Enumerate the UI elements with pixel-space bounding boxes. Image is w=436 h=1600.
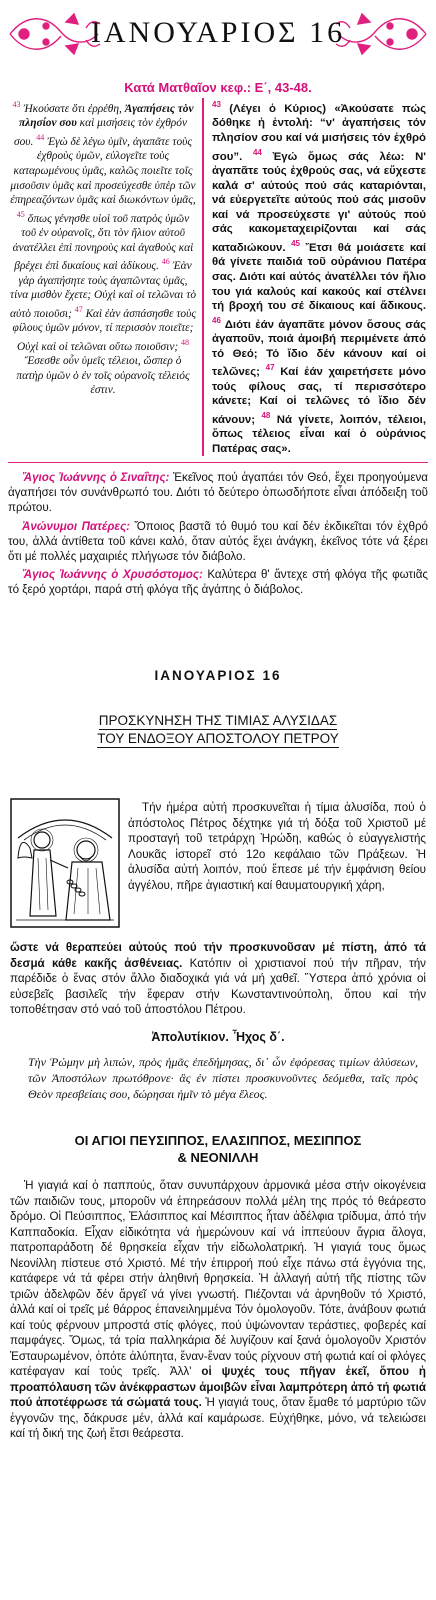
fathers-commentary (8, 470, 428, 601)
father-name: Ἅγιος Ἰωάννης ὁ Χρυσόστομος: (22, 568, 203, 582)
verse-text: ὅπως γένησθε υἱοὶ τοῦ πατρὸς ὑμῶν τοῦ ἐν οὐρανοῖς, ὅτι τὸν ἥλιον αὐτοῦ ἀνατέλλει ἐπὶ πονηροὺς καὶ ἀγαθοὺς καὶ βρέχει ἐπὶ δικαίους καὶ ἀδίκους. (12, 212, 194, 273)
column-divider (202, 98, 204, 456)
verse-text: Ἔσεσθε οὖν ὑμεῖς τέλειοι, ὥσπερ ὁ πατὴρ ὑμῶν ὁ ἐν τοῖς οὐρανοῖς τέλειός ἐστιν. (16, 355, 190, 397)
modern-paragraph (212, 98, 426, 456)
father-name: Ἅγιος Ἰωάννης ὁ Σιναΐτης: (22, 471, 170, 484)
verse-number: 46 (161, 257, 170, 267)
saints-title-line: ΟΙ ΑΓΙΟΙ ΠΕΥΣΙΠΠΟΣ, ΕΛΑΣΙΠΠΟΣ, ΜΕΣΙΠΠΟΣ (74, 1133, 362, 1148)
commentary-item (8, 519, 428, 565)
saints-text-bold: οἱ ψυχές τους πῆγαν ἐκεῖ, ὅπου ἡ προαπόλαυση τῶν ἀνέκφραστων ἀμοιβῶν εἶναι λαμπρότερη ἀπό τή φωτιά πού ἀποτέφρωσε τά σώματά τους. (10, 1365, 426, 1409)
commentary-text: Ὅποιος βαστᾶ τό θυμό του καί δέν ἐκδικεῖται τόν ἐχθρό του, ἀλλά ἀντίθετα τοῦ κάνει καλό, ὅταν αὐτός ἔχει ἀνάγκη, ἐκεῖνος τότε νά ξέρει ὅτι μέ πολλές μαχαιριές πλήγωσε τόν διάβολο. (8, 519, 428, 564)
verse-text: Νά γίνετε, λοιπόν, τέλειοι, ὅπως τέλειος εἶναι καί ὁ οὐράνιος Πατέρας σας». (212, 413, 426, 455)
greek-text-column (10, 98, 196, 398)
hymn-text: Τὴν Ῥώμην μὴ λιπών, πρὸς ἡμᾶς ἐπεδήμησας, δι᾽ ὧν ἐφόρεσας τιμίων ἁλύσεων, τῶν Ἀποστόλων πρωτόθρονε· ἃς ἐν πίστει προσκυνοῦντες δεόμεθα, ταῖς πρὸς Θεὸν πρεσβείαις σου, δώρησαι ἡμῖν τὸ μέγα ἔλεος. (28, 1055, 418, 1102)
verse-number: 44 (36, 132, 45, 142)
divider (8, 462, 428, 463)
saints-title-line: & ΝΕΟΝΙΛΛΗ (177, 1150, 259, 1165)
verse-number: 48 (261, 410, 271, 420)
verse-text: Καί ἐάν χαιρετήσετε μόνο τούς φίλους σας, τί περισσότερο κάνετε; Καί οἱ τελῶνες τό ἴδιο δέν κάνουν; (212, 366, 426, 426)
feast-title-line: ΠΡΟΣΚΥΝΗΣΗ ΤΗΣ ΤΙΜΙΑΣ ΑΛΥΣΙΔΑΣ (98, 713, 338, 728)
verse-number: 48 (181, 337, 190, 347)
verse-text: Ἠκούσατε ὅτι ἐρρέθη, (23, 102, 122, 115)
verse-text: Καὶ ἐὰν ἀσπάσησθε τοὺς φίλους ὑμῶν μόνον, τί περισσὸν ποιεῖτε; Οὐχὶ καὶ οἱ τελῶναι οὕτω ποιοῦσιν; (12, 307, 196, 353)
verse-text: Ἔτσι θά μοιάσετε καί θά γίνετε παιδιά τοῦ οὐράνιου Πατέρα σας. Διότι καί αὐτός ἀνατέλλει τόν ἥλιο του γιά καλούς καί κακούς καί στέλνει τή βροχή του σέ δίκαιους καί ἄδικους. (212, 241, 427, 313)
verse-number: 45 (291, 238, 300, 248)
feast-title (0, 712, 436, 748)
verse-text: Ἐὰν γὰρ ἀγαπήσητε τοὺς ἀγαπῶντας ὑμᾶς, τίνα μισθὸν ἔχετε; Οὐχὶ καὶ οἱ τελῶναι τὸ αὐτὸ ποιοῦσι; (10, 260, 197, 320)
verse-number: 43 (212, 100, 221, 109)
feast-paragraph (10, 940, 426, 1018)
verse-number: 45 (16, 209, 25, 219)
feast-title-line: ΤΟΥ ΕΝΔΟΞΟΥ ΑΠΟΣΤΟΛΟΥ ΠΕΤΡΟΥ (97, 731, 339, 746)
father-name: Ἀνώνυμοι Πατέρες: (22, 519, 130, 533)
date-heading: ΙΑΝΟΥΑΡΙΟΣ 16 (154, 668, 282, 683)
reading-reference: Κατά Ματθαῖον κεφ.: Ε΄, 43-48. (124, 80, 312, 95)
apolytikion-text (28, 1054, 418, 1103)
commentary-text: Καλύτερα θ' ἄντεχε στή φλόγα τῆς φωτιᾶς τό ξερό χορτάρι, παρά στή φλόγα τῆς ἀγάπης ὁ διάβολος. (8, 568, 428, 597)
greek-paragraph (10, 98, 196, 398)
saints-title (0, 1132, 436, 1166)
page-header (6, 4, 430, 74)
verse-text: καὶ μισήσεις τὸν ἐχθρόν σου. (13, 117, 188, 148)
saints-paragraph (10, 1178, 426, 1442)
saints-body (10, 1178, 426, 1442)
verse-text: Διότι ἐάν ἀγαπᾶτε μόνον ὅσους σάς ἀγαποῦν, ποιά ἀμοιβή περιμένετε ἀπό τό Θεό; Τό ἴδιο δέν κάνουν καί οἱ τελῶνες; (212, 318, 426, 379)
feast-text: Κατόπιν οἱ χριστιανοί πού τήν πῆραν, τήν παρέδιδε ὁ ἕνας στόν ἄλλο διαδοχικά γιά νά μή χαθεῖ. Ὕστερα ἀπό χρόνια οἱ εὐσεβεῖς βασιλεῖς τήν ἔφεραν στήν Κωνσταντινούπολη, ὅπου καί τήν τοποθέτησαν στό ναό τοῦ ἀποστόλου Πέτρου. (10, 956, 426, 1016)
commentary-item (8, 470, 428, 516)
modern-text-column (212, 98, 426, 456)
verse-text-bold: Ἀγαπήσεις τὸν πλησίον σου (18, 102, 194, 130)
commentary-text: Ἐκεῖνος πού ἀγαπάει τόν Θεό, ἔχει προηγούμενα ἀγαπήσει τόν συνάνθρωπό του. Διότι τό δεύτερο ὁπωσδήποτε εἶναι ἀπόδειξη τοῦ πρώτου. (8, 471, 428, 515)
feast-text: Τήν ἡμέρα αὐτή προσκυνεῖται ἡ τίμια ἁλυσίδα, πού ὁ ἀπόστολος Πέτρος δέχτηκε γιά τή δόξα τοῦ Χριστοῦ μέ προσταγή τοῦ τετράρχη Ἡρώδη, καθώς ὁ εὐαγγελιστής Λουκᾶς ἱστορεῖ στό 12ο κεφάλαιο τῶν Πράξεων. Ἡ ἁλυσίδα αὐτή λοιπόν, πού ἔπεσε μέ τήν ἐμφάνιση θείου ἀγγέλου, πῆρε ἁγιαστική καί θαυματουργική χάρη, (128, 801, 426, 892)
verse-text: Ἐγὼ δὲ λέγω ὑμῖν, ἀγαπᾶτε τοὺς ἐχθροὺς ὑμῶν, εὐλογεῖτε τοὺς καταρωμένους ὑμᾶς, καλῶς ποιεῖτε τοῖς μισοῦσιν ὑμᾶς καὶ προσεύχεσθε ὑπὲρ τῶν ἐπηρεαζόντων ὑμᾶς καὶ διωκόντων ὑμᾶς, (10, 135, 196, 207)
verse-number: 46 (212, 315, 221, 325)
verse-number: 43 (12, 100, 21, 109)
saints-text: Ἡ γιαγιά καί ὁ παππούς, ὅταν συνυπάρχουν ἁρμονικά μέσα στήν οἰκογένεια τῶν παιδιῶν τους, μποροῦν νά ἐπηρεάσουν πολλά μέλη της πρός τό θεάρεστο δρόμο. Οἱ Πεύσιππος, Ἐλάσιππος καί Μέσιππος ἦταν ἀδέλφια τρίδυμα, ἀπό τήν Καππαδοκία. Εἶχαν εἰδικότητα νά ἡμερώνουν καί νά ἱππεύουν ἄγρια ἄλογα, πατροπαράδοτη δέ θρησκεία εἶχαν τήν εἰδωλολατρική. Ἡ γιαγιά τους ὅμως Νεονίλλη πίστευε στό Χριστό. Μέ τήν ἐπιρροή πού εἶχε πάνω στά ἐγγόνια της, κατάφερε νά τά φέρει στήν ἀληθινή θρησκεία. Ἡ ἀλλαγή αὐτή τῆς πίστης τῶν τριῶν ἀδελφῶν δέν ἄργεῖ νά γίνει γνωστή. Πιέζονται νά ἀρνηθοῦν τό Χριστό, ἀλλά καί οἱ τρεῖς μέ θάρρος ἐπανειλημμένα Τόν ὁμολογοῦν. Τότε, ἀνάβουν φωτιά καί τούς φέρνουν μπροστά στίς φλόγες, πού ὑψώνονταν τεράστιες, φοβερές καί παμφάγες. Ὅμως, τά τρία παλληκάρια δέ λυγίζουν καί ξανά ὁμολογοῦν Χριστόν Ἐσταυρωμένον, ὁπότε ἀλύπητα, ἕναν-ἕναν τούς ρίχνουν στή φωτιά καί οἱ φλόγες κατέφαγαν καί τούς τρεῖς. Ἀλλ' (10, 1179, 426, 1378)
gospel-columns (10, 98, 426, 458)
saints-text: Ἡ γιαγιά τους, ὅταν ἔμαθε τό μαρτύριο τῶν ἐγγονῶν της, δάκρυσε μέν, ἀλλά καί καμάρωσε. Εὐχήθηκε, μόνο, νά τελειώσει καί τή δική της ζωή ἔτσι θεάρεστα. (10, 1396, 426, 1440)
feast-body (128, 800, 426, 893)
verse-number: 47 (265, 363, 275, 373)
apostle-peter-chains-icon (10, 798, 120, 928)
feast-text-bold: ὥστε νά θεραπεύει αὐτούς πού τήν προσκυνοῦσαν μέ πίστη, ἀπό τά δεσμά κάθε κακῆς ἀσθένειας. (10, 941, 426, 970)
verse-number: 47 (74, 304, 83, 314)
commentary-item (8, 567, 428, 597)
page-title: ΙΑΝΟΥΑΡΙΟΣ 16 (90, 16, 346, 49)
verse-text: (Λέγει ὁ Κύριος) «Ἀκούσατε πώς δόθηκε ἡ ἐντολή: “ν' ἀγαπήσεις τόν πλησίον σου καί νά μισήσεις τόν ἐχθρό σου”. (212, 102, 426, 163)
verse-text: Ἐγώ ὅμως σάς λέω: Ν' ἀγαπᾶτε τούς ἐχθρούς σας, νά εὔχεστε καλά σ' αὐτούς πού σάς καταριόνται, νά εὐεργετεῖτε αὐτούς πού σάς μισοῦν καί νά προσεύχεστε γι' αὐτούς πού σάς κακομεταχειρίζονται καί σάς καταδιώκουν. (212, 150, 427, 254)
apolytikion-title: Ἀπολυτίκιον. Ἦχος δ΄. (151, 1030, 285, 1044)
feast-paragraph (128, 800, 426, 893)
verse-number: 44 (252, 147, 262, 157)
feast-body-continued (10, 940, 426, 1018)
